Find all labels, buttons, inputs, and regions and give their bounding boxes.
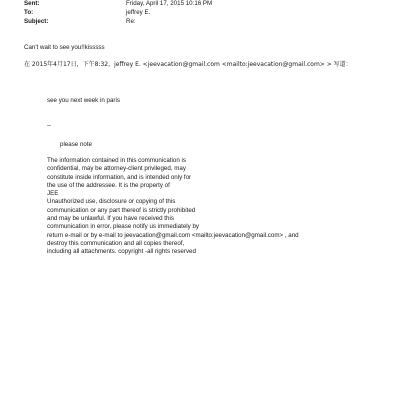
disclaimer-line: the use of the addressee. It is the property of [47, 181, 170, 189]
disclaimer-line: The information contained in this communication is [47, 157, 186, 164]
quoted-message: see you next week in paris [47, 97, 120, 104]
signature-separator: -- [47, 122, 52, 129]
to-value: jeffrey E. [126, 9, 151, 16]
sent-value: Friday, April 17, 2015 10:16 PM [126, 0, 213, 7]
disclaimer-line: communication or any part thereof is strictly prohibited [47, 206, 196, 214]
disclaimer-line: communication in error, please notify us immediately by [47, 223, 200, 231]
disclaimer-line: including all attachments. copyright -all rights reserved [47, 248, 196, 256]
disclaimer-line: return e-mail or by e-mail to jeevacation@gmail.com <mailto:jeevacation@gmail.com> , and [47, 231, 299, 239]
disclaimer-line: and may be unlawful. If you have received this [47, 215, 174, 223]
disclaimer-block [47, 157, 299, 257]
disclaimer-line: destroy this communication and all copies thereof, [47, 239, 185, 247]
disclaimer-line: JEE [47, 190, 59, 198]
please-note-text: please note [60, 141, 92, 148]
subject-label: Subject: [24, 18, 49, 25]
quote-intro: 在 2015年4月17日，下午8:32，jeffrey E. <jeevacation@gmail.com <mailto:jeevacation@gmail.com> > 写道： [24, 61, 352, 68]
disclaimer-line: confidential, may be attorney-client privileged, may [47, 165, 186, 173]
disclaimer-line: Unauthorized use, disclosure or copying of this [47, 198, 176, 206]
greeting-text: Can't wait to see you!!kisssss [24, 44, 105, 51]
subject-value: Re: [126, 18, 136, 25]
to-label: To: [24, 9, 34, 16]
disclaimer-line: constitute inside information, and is intended only for [47, 173, 192, 181]
sent-label: Sent: [24, 0, 40, 7]
